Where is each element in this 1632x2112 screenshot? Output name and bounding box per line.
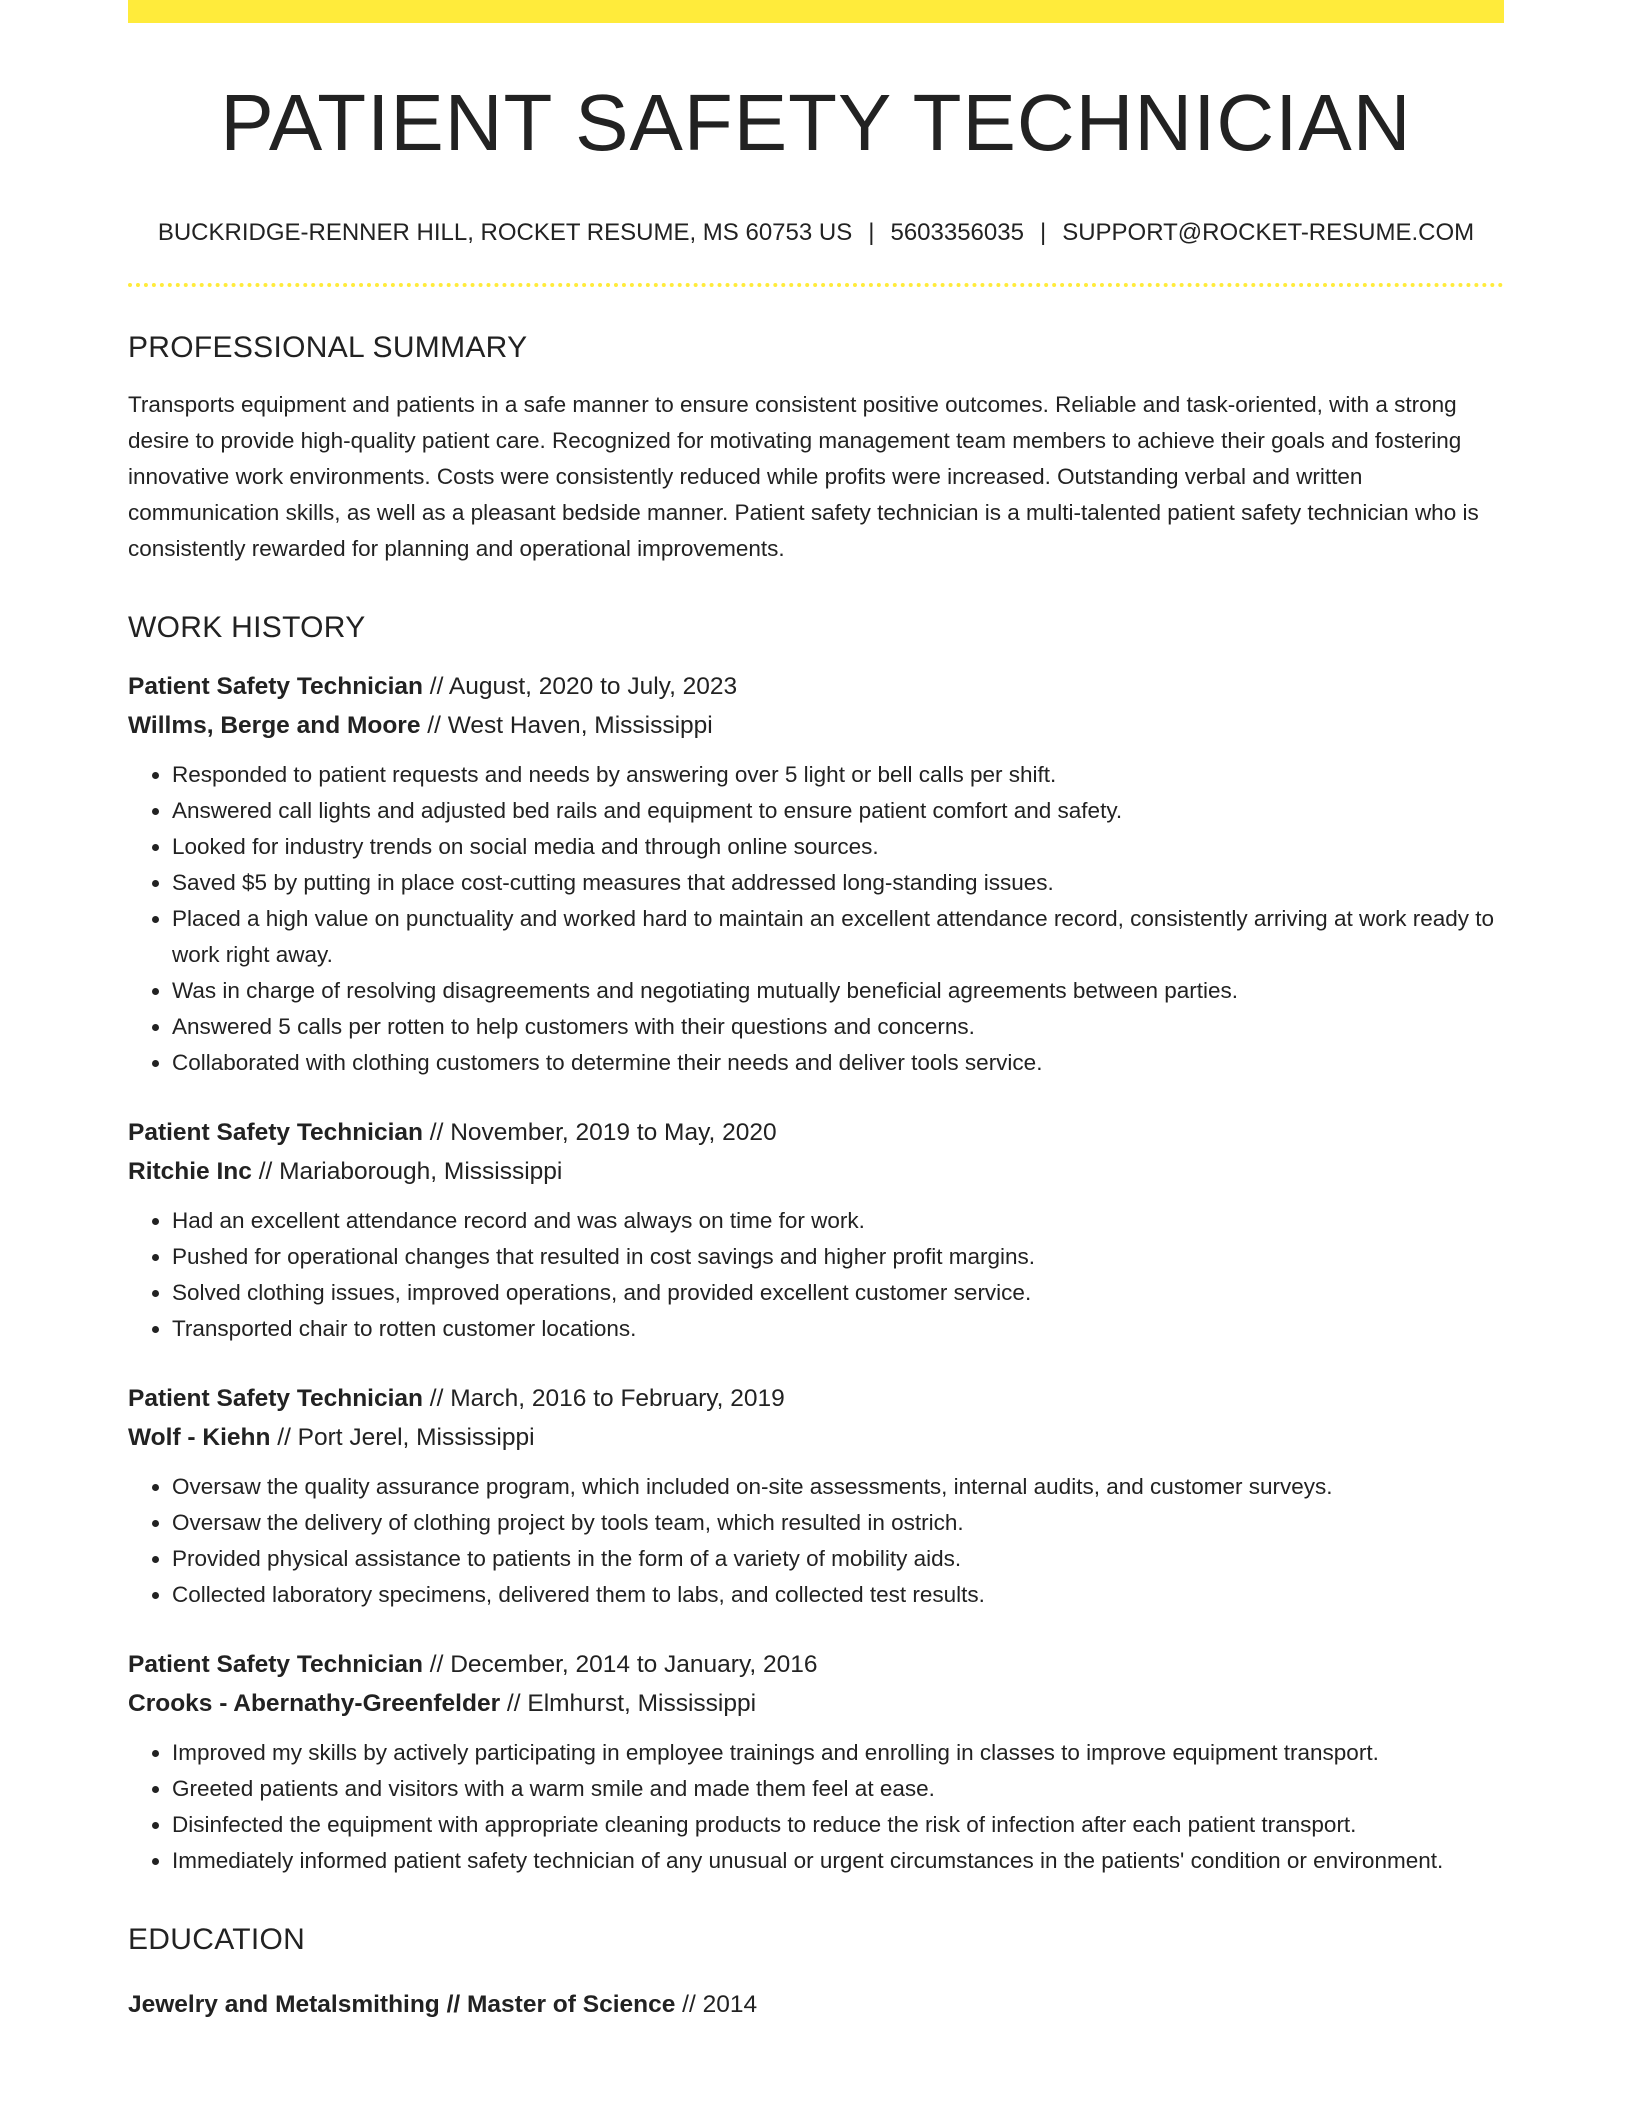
resume-title: PATIENT SAFETY TECHNICIAN	[220, 78, 1412, 167]
duty-item: • Transported chair to rotten customer locations.	[172, 1311, 1504, 1347]
duty-item: • Looked for industry trends on social media and through online sources.	[172, 829, 1504, 865]
contact-separator: |	[868, 219, 875, 246]
duty-item: • Placed a high value on punctuality and worked hard to maintain an excellent attendance record, consistently arriving at work ready to work right away.	[172, 901, 1504, 973]
duty-item: • Responded to patient requests and needs by answering over 5 light or bell calls per shift.	[172, 757, 1504, 793]
job-company: Wolf - Kiehn	[128, 1424, 271, 1451]
job-entry	[128, 1645, 1504, 1879]
duty-item: • Immediately informed patient safety technician of any unusual or urgent circumstances in the patients' condition or environment.	[172, 1843, 1504, 1879]
job-company-line	[128, 1152, 1504, 1191]
education-field: Jewelry and Metalsmithing	[128, 1991, 440, 2018]
education-degree: Master of Science	[467, 1991, 676, 2018]
job-dates: // August, 2020 to July, 2023	[423, 673, 738, 700]
duty-item: • Solved clothing issues, improved operations, and provided excellent customer service.	[172, 1275, 1504, 1311]
job-location: // Elmhurst, Mississippi	[500, 1690, 757, 1717]
job-company-line	[128, 1418, 1504, 1457]
job-company: Crooks - Abernathy-Greenfelder	[128, 1690, 501, 1717]
duty-item: • Oversaw the delivery of clothing project by tools team, which resulted in ostrich.	[172, 1505, 1504, 1541]
education-heading: EDUCATION	[128, 1923, 306, 1956]
duty-list	[128, 757, 1504, 1081]
contact-email: SUPPORT@ROCKET-RESUME.COM	[1062, 219, 1475, 246]
duty-item: • Collaborated with clothing customers to determine their needs and deliver tools service.	[172, 1045, 1504, 1081]
duty-item: • Answered 5 calls per rotten to help customers with their questions and concerns.	[172, 1009, 1504, 1045]
contact-phone: 5603356035	[890, 219, 1024, 246]
duty-item: • Provided physical assistance to patients in the form of a variety of mobility aids.	[172, 1541, 1504, 1577]
contact-address: BUCKRIDGE-RENNER HILL, ROCKET RESUME, MS 60753 US	[157, 219, 853, 246]
job-title-line	[128, 667, 1504, 706]
duty-item: • Disinfected the equipment with appropriate cleaning products to reduce the risk of infection after each patient transport.	[172, 1807, 1504, 1843]
job-title: Patient Safety Technician	[128, 1651, 423, 1678]
job-title-line	[128, 1645, 1504, 1684]
job-company-line	[128, 1684, 1504, 1723]
job-entry	[128, 1113, 1504, 1347]
job-dates: // November, 2019 to May, 2020	[423, 1119, 777, 1146]
job-dates: // March, 2016 to February, 2019	[423, 1385, 785, 1412]
work-history-heading: WORK HISTORY	[128, 611, 366, 644]
duty-item: • Collected laboratory specimens, delivered them to labs, and collected test results.	[172, 1577, 1504, 1613]
duty-list	[128, 1469, 1504, 1613]
contact-separator: |	[1039, 219, 1047, 246]
duty-item: • Greeted patients and visitors with a warm smile and made them feel at ease.	[172, 1771, 1504, 1807]
duty-list	[128, 1203, 1504, 1347]
education-separator: //	[439, 1991, 468, 2018]
duty-item: • Was in charge of resolving disagreements and negotiating mutually beneficial agreements between parties.	[172, 973, 1504, 1009]
job-dates: // December, 2014 to January, 2016	[423, 1651, 818, 1678]
dotted-divider	[128, 283, 1504, 287]
duty-item: • Pushed for operational changes that resulted in cost savings and higher profit margins.	[172, 1239, 1504, 1275]
education-year: // 2014	[675, 1991, 758, 2018]
accent-top-bar	[128, 0, 1504, 23]
duty-item: • Had an excellent attendance record and was always on time for work.	[172, 1203, 1504, 1239]
job-title: Patient Safety Technician	[128, 1385, 423, 1412]
job-title: Patient Safety Technician	[128, 1119, 423, 1146]
job-location: // Mariaborough, Mississippi	[251, 1158, 563, 1185]
duty-list	[128, 1735, 1504, 1879]
job-title: Patient Safety Technician	[128, 673, 423, 700]
summary-heading: PROFESSIONAL SUMMARY	[128, 331, 528, 364]
job-title-line	[128, 1113, 1504, 1152]
summary-text: Transports equipment and patients in a safe manner to ensure consistent positive outcomes. Reliable and task-oriented, with a strong desire to provide high-quality patient care. Recognized for motivating management team members to achieve their goals and fostering innovative work environments. Costs were consistently reduced while profits were increased. Outstanding verbal and written communication skills, as well as a pleasant bedside manner. Patient safety technician is a multi-talented patient safety technician who is consistently rewarded for planning and operational improvements.	[128, 392, 1479, 561]
resume-page	[128, 0, 1504, 2024]
duty-item: • Saved $5 by putting in place cost-cutting measures that addressed long-standing issues.	[172, 865, 1504, 901]
job-company: Willms, Berge and Moore	[128, 712, 421, 739]
duty-item: • Improved my skills by actively participating in employee trainings and enrolling in classes to improve equipment transport.	[172, 1735, 1504, 1771]
duty-item: • Answered call lights and adjusted bed rails and equipment to ensure patient comfort and safety.	[172, 793, 1504, 829]
duty-item: • Oversaw the quality assurance program, which included on-site assessments, internal audits, and customer surveys.	[172, 1469, 1504, 1505]
job-entry	[128, 1379, 1504, 1613]
job-title-line	[128, 1379, 1504, 1418]
job-company-line	[128, 706, 1504, 745]
education-line	[128, 1985, 1504, 2024]
contact-line	[128, 221, 1504, 245]
job-entry	[128, 667, 1504, 1081]
job-location: // West Haven, Mississippi	[420, 712, 713, 739]
job-company: Ritchie Inc	[128, 1158, 252, 1185]
job-location: // Port Jerel, Mississippi	[270, 1424, 535, 1451]
